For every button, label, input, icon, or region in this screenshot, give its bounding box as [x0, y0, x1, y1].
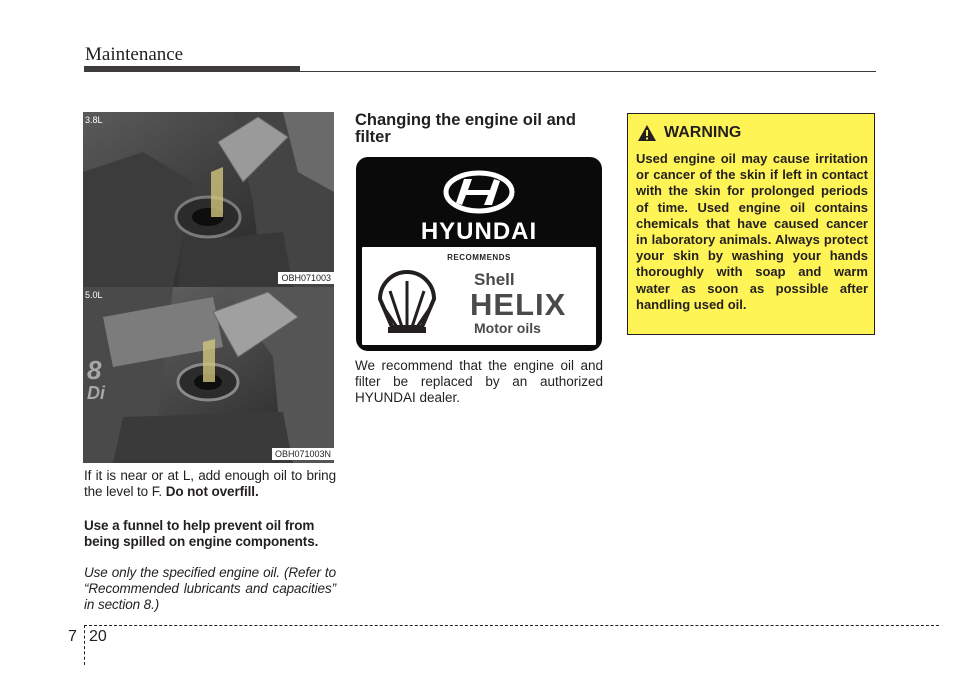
shell-wordmark: Shell [474, 270, 515, 289]
section-title: Changing the engine oil and filter [355, 111, 576, 146]
motor-oils-wordmark: Motor oils [474, 320, 541, 336]
svg-text:8: 8 [87, 355, 102, 385]
shell-pecten-icon [380, 272, 434, 333]
engine-photo-3-8l [83, 112, 334, 287]
warning-box [627, 113, 875, 335]
hyundai-wordmark: HYUNDAI [420, 218, 538, 245]
svg-text:Di: Di [87, 383, 105, 403]
photo-code-bottom: OBH071003N [272, 448, 334, 460]
engine-3-8l-illustration [83, 112, 334, 287]
header-bar [84, 66, 300, 72]
instruction-level-emphasis: Do not overfill. [165, 484, 259, 499]
instruction-level-text: If it is near or at L, add enough oil to bring the level to F. [84, 468, 336, 499]
page-chapter-number: 7 [68, 628, 77, 645]
footer-rule [84, 625, 939, 626]
hyundai-logo [356, 157, 602, 249]
footer-divider [84, 625, 85, 665]
header-rule [300, 71, 876, 72]
page-header-title: Maintenance [85, 44, 184, 65]
warning-triangle-icon [638, 125, 656, 141]
hyundai-shell-logo-panel [356, 157, 602, 351]
instruction-paragraph-level [84, 468, 336, 500]
engine-photo-5-0l [83, 287, 334, 463]
shell-helix-area [362, 247, 596, 345]
helix-wordmark: HELIX [470, 287, 567, 322]
recommendation-paragraph: We recommend that the engine oil and filter be replaced by an authorized HYUNDAI dealer. [355, 358, 603, 405]
photo-label-5-0l: 5.0L [85, 290, 103, 300]
recommends-label: RECOMMENDS [447, 253, 511, 262]
photo-label-3-8l: 3.8L [85, 115, 103, 125]
warning-title: WARNING [664, 124, 742, 141]
page-number: 20 [89, 628, 107, 645]
photo-code-top: OBH071003 [278, 272, 334, 284]
warning-text: Used engine oil may cause irritation or cancer of the skin if left in contact with the skin for prolonged periods of time. Used engine oil contains chemicals that have caused cancer in laboratory animals. Always protect your skin by washing your hands thoroughly with soap and warm water as soon as possible after handling used oil. [636, 151, 868, 312]
shell-helix-logo [362, 247, 596, 345]
engine-5-0l-illustration [83, 287, 334, 463]
warning-header [638, 124, 741, 142]
instruction-paragraph-specified-oil: Use only the specified engine oil. (Refer to “Recommended lubricants and capacities” in section 8.) [84, 565, 336, 612]
instruction-paragraph-funnel: Use a funnel to help prevent oil from being spilled on engine components. [84, 518, 319, 549]
